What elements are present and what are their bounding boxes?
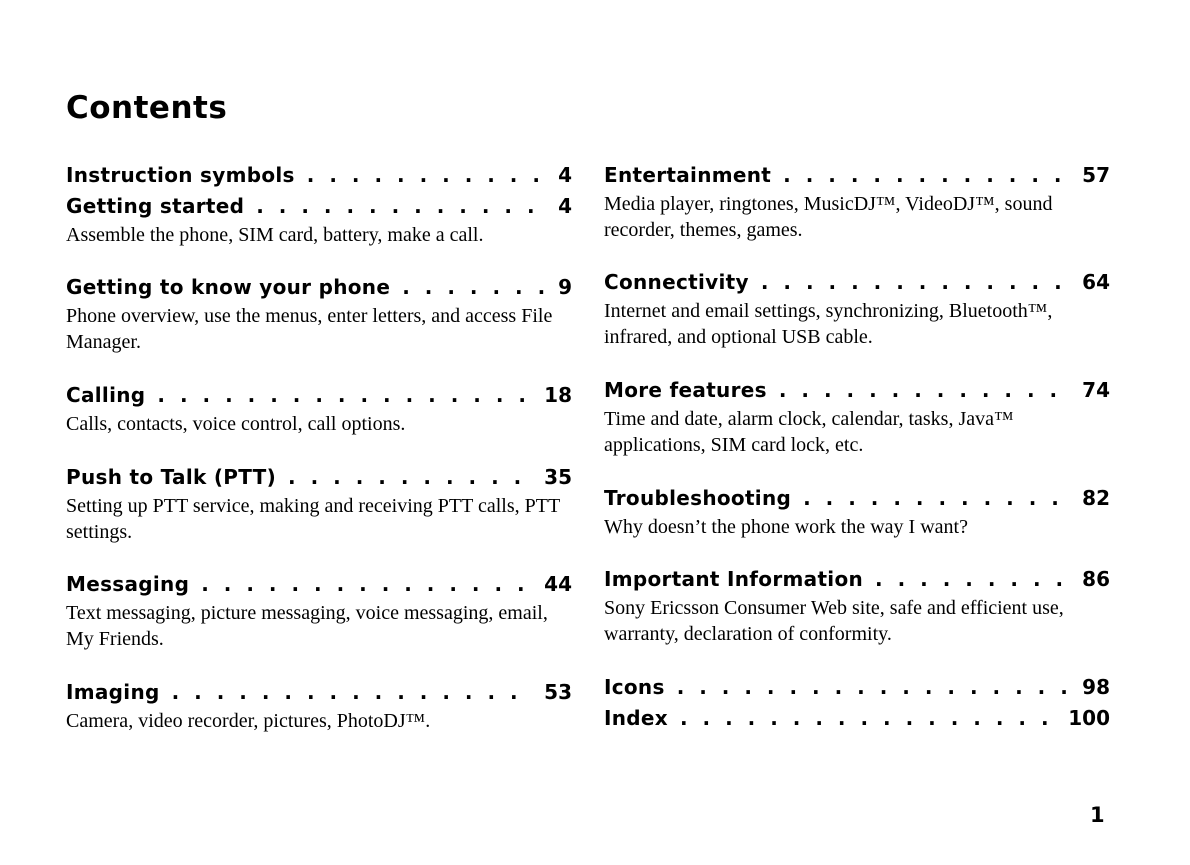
toc-entry-description: Media player, ringtones, MusicDJ™, VideoDJ™, sound recorder, themes, games. xyxy=(604,193,1053,241)
toc-entry-label: Icons xyxy=(604,675,665,699)
toc-entry-label: Instruction symbols xyxy=(66,163,295,187)
toc-entry-description: Camera, video recorder, pictures, PhotoDJ™. xyxy=(66,710,431,732)
toc-entry-label: Getting started xyxy=(66,194,245,218)
leader-dots xyxy=(157,380,534,411)
leader-dots xyxy=(256,191,548,222)
toc-entry-description: Why doesn’t the phone work the way I want? xyxy=(604,516,968,538)
toc-entry-description: Sony Ericsson Consumer Web site, safe and efficient use, warranty, declaration of conformity. xyxy=(604,597,1064,645)
toc-entry-description: Assemble the phone, SIM card, battery, make a call. xyxy=(66,224,484,246)
leader-dots xyxy=(288,462,534,493)
toc-entry-label: Entertainment xyxy=(604,163,772,187)
toc-entry-label: Messaging xyxy=(66,572,190,596)
toc-entry-messaging[interactable] xyxy=(66,569,572,652)
toc-entry-more-features[interactable] xyxy=(604,375,1110,458)
toc-entry-page: 86 xyxy=(1082,567,1110,591)
toc-entry-page: 100 xyxy=(1068,706,1110,730)
toc-entry-page: 53 xyxy=(544,680,572,704)
leader-dots xyxy=(677,672,1072,703)
toc-entry-imaging[interactable] xyxy=(66,677,572,734)
toc-entry-page: 18 xyxy=(544,383,572,407)
leader-dots xyxy=(779,375,1072,406)
toc-entry-description: Time and date, alarm clock, calendar, tasks, Java™ applications, SIM card lock, etc. xyxy=(604,408,1014,456)
toc-entry-page: 4 xyxy=(558,163,572,187)
leader-dots xyxy=(875,564,1072,595)
toc-entry-index[interactable] xyxy=(604,703,1110,734)
toc-entry-page: 64 xyxy=(1082,270,1110,294)
leader-dots xyxy=(803,483,1072,514)
toc-entry-troubleshooting[interactable] xyxy=(604,483,1110,540)
leader-dots xyxy=(307,160,548,191)
toc-entry-description: Setting up PTT service, making and receiving PTT calls, PTT settings. xyxy=(66,495,560,543)
toc-entry-label: Imaging xyxy=(66,680,160,704)
toc-entry-getting-to-know[interactable] xyxy=(66,272,572,355)
toc-entry-entertainment[interactable] xyxy=(604,160,1110,243)
leader-dots xyxy=(402,272,548,303)
toc-entry-description: Phone overview, use the menus, enter letters, and access File Manager. xyxy=(66,305,553,353)
toc-entry-label: Calling xyxy=(66,383,146,407)
toc-entry-label: Index xyxy=(604,706,668,730)
toc-entry-page: 9 xyxy=(558,275,572,299)
toc-entry-label: Getting to know your phone xyxy=(66,275,391,299)
toc-entry-label: Push to Talk (PTT) xyxy=(66,465,277,489)
toc-entry-push-to-talk[interactable] xyxy=(66,462,572,545)
toc-entry-page: 74 xyxy=(1082,378,1110,402)
toc-entry-page: 4 xyxy=(558,194,572,218)
leader-dots xyxy=(761,267,1072,298)
toc-entry-page: 98 xyxy=(1082,675,1110,699)
toc-entry-page: 35 xyxy=(544,465,572,489)
leader-dots xyxy=(201,569,534,600)
leader-dots xyxy=(680,703,1058,734)
toc-entry-calling[interactable] xyxy=(66,380,572,437)
toc-entry-label: More features xyxy=(604,378,767,402)
toc-entry-page: 57 xyxy=(1082,163,1110,187)
toc-entry-description: Text messaging, picture messaging, voice messaging, email, My Friends. xyxy=(66,602,548,650)
leader-dots xyxy=(172,677,535,708)
toc-entry-important-information[interactable] xyxy=(604,564,1110,647)
toc-entry-instruction-symbols[interactable] xyxy=(66,160,572,191)
toc-entry-connectivity[interactable] xyxy=(604,267,1110,350)
toc-entry-description: Internet and email settings, synchronizing, Bluetooth™, infrared, and optional USB cable. xyxy=(604,300,1053,348)
toc-entry-icons[interactable] xyxy=(604,672,1110,703)
toc-entry-label: Troubleshooting xyxy=(604,486,792,510)
toc-entry-getting-started[interactable] xyxy=(66,191,572,248)
page-number: 1 xyxy=(1090,803,1105,827)
toc-entry-label: Important Information xyxy=(604,567,864,591)
toc-entry-description: Calls, contacts, voice control, call options. xyxy=(66,413,406,435)
leader-dots xyxy=(783,160,1072,191)
page-title: Contents xyxy=(66,90,228,126)
toc-entry-page: 82 xyxy=(1082,486,1110,510)
toc-entry-page: 44 xyxy=(544,572,572,596)
toc-entry-label: Connectivity xyxy=(604,270,749,294)
